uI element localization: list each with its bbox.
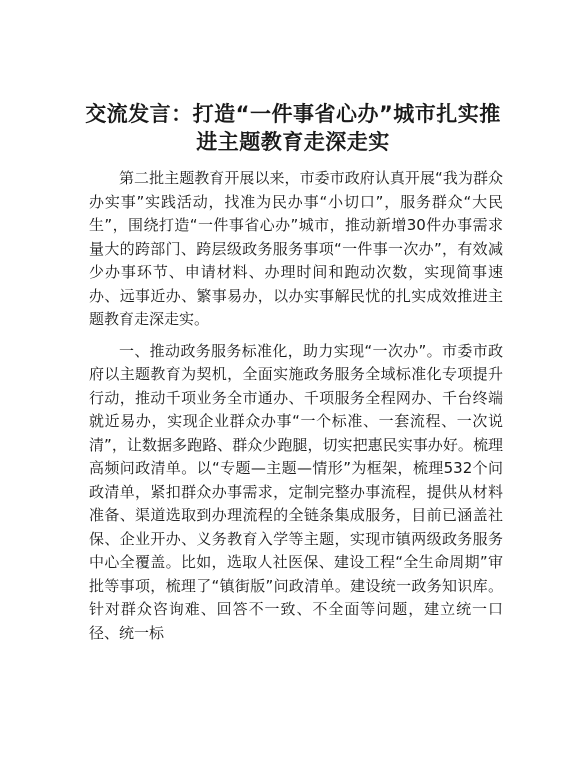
document-body — [89, 167, 503, 653]
paragraph-intro: 第二批主题教育开展以来，市委市政府认真开展“我为群众办实事”实践活动，找准为民办事“小切口”，服务群众“大民生”，围绕打造“一件事省心办”城市，推动新增30件办事需求量大的跨部门、跨层级政务服务事项“一件事一次办”，有效减少办事环节、申请材料、办理时间和跑动次数，实现简事速办、远事近办、繁事易办，以办实事解民忧的扎实成效推进主题教育走深走实。 — [89, 169, 503, 328]
document-title — [0, 100, 586, 156]
paragraph-section-1: 一、推动政务服务标准化，助力实现“一次办”。市委市政府以主题教育为契机，全面实施政务服务全域标准化专项提升行动，推动千项业务全市通办、千项服务全程网办、千台终端就近易办，实现企业群众办事“一个标准、一套流程、一次说清”，让数据多跑路、群众少跑腿，切实把惠民实事办好。梳理高频问政清单。以“专题—主题—情形”为框架，梳理532个问政清单，紧扣群众办事需求，定制完整办事流程，提供从材料准备、渠道选取到办理流程的全链条集成服务，目前已涵盖社保、企业开办、义务教育入学等主题，实现市镇两级政务服务中心全覆盖。比如，选取人社医保、建设工程“全生命周期”审批等事项，梳理了“镇街版”问政清单。建设统一政务知识库。针对群众咨询难、回答不一致、不全面等问题，建立统一口径、统一标 — [89, 341, 503, 642]
title-line-2: 进主题教育走深走实 — [196, 130, 390, 154]
title-line-1: 交流发言：打造“一件事省心办”城市扎实推 — [85, 102, 501, 126]
